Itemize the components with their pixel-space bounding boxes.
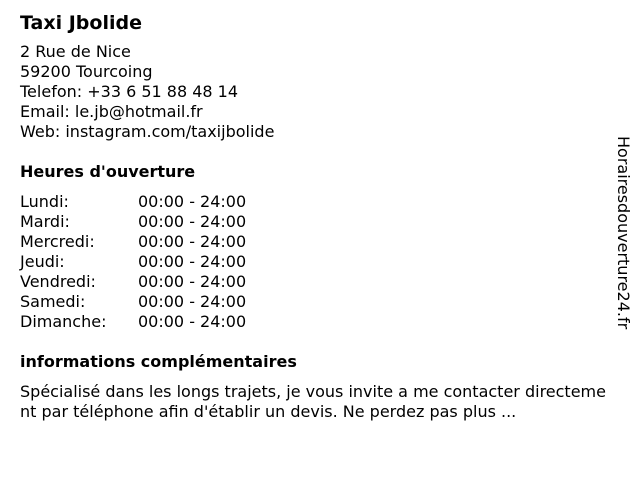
- hours-time: 00:00 - 24:00: [138, 192, 247, 211]
- hours-day: Lundi:: [20, 192, 69, 211]
- hours-day: Jeudi:: [20, 252, 65, 271]
- hours-row-dimanche: [20, 312, 610, 332]
- web-line: Web: instagram.com/taxijbolide: [20, 122, 275, 141]
- email-line: Email: le.jb@hotmail.fr: [20, 102, 203, 121]
- hours-time: 00:00 - 24:00: [138, 212, 247, 231]
- additional-info-text: Spécialisé dans les longs trajets, je vous invite a me contacter directement par téléphone afin d'établir un devis. Ne perdez pas plus ...: [20, 382, 606, 421]
- hours-row-samedi: [20, 292, 610, 312]
- hours-row-vendredi: [20, 272, 610, 292]
- address-line-1: 2 Rue de Nice: [20, 42, 131, 61]
- opening-hours-table: [20, 192, 610, 332]
- phone-line: Telefon: +33 6 51 88 48 14: [20, 82, 239, 101]
- hours-time: 00:00 - 24:00: [138, 272, 247, 291]
- business-name: Taxi Jbolide: [20, 12, 142, 34]
- hours-day: Samedi:: [20, 292, 86, 311]
- opening-hours-heading: Heures d'ouverture: [20, 162, 196, 181]
- hours-day: Mercredi:: [20, 232, 95, 251]
- hours-row-lundi: [20, 192, 610, 212]
- hours-time: 00:00 - 24:00: [138, 292, 247, 311]
- business-card: [20, 10, 610, 422]
- hours-time: 00:00 - 24:00: [138, 252, 247, 271]
- hours-row-mercredi: [20, 232, 610, 252]
- additional-info-heading: informations complémentaires: [20, 352, 297, 371]
- hours-row-mardi: [20, 212, 610, 232]
- hours-row-jeudi: [20, 252, 610, 272]
- address-line-2: 59200 Tourcoing: [20, 62, 153, 81]
- hours-time: 00:00 - 24:00: [138, 312, 247, 331]
- hours-time: 00:00 - 24:00: [138, 232, 247, 251]
- hours-day: Vendredi:: [20, 272, 96, 291]
- hours-day: Mardi:: [20, 212, 70, 231]
- site-watermark: Horairesdouverture24.fr: [614, 136, 633, 330]
- hours-day: Dimanche:: [20, 312, 107, 331]
